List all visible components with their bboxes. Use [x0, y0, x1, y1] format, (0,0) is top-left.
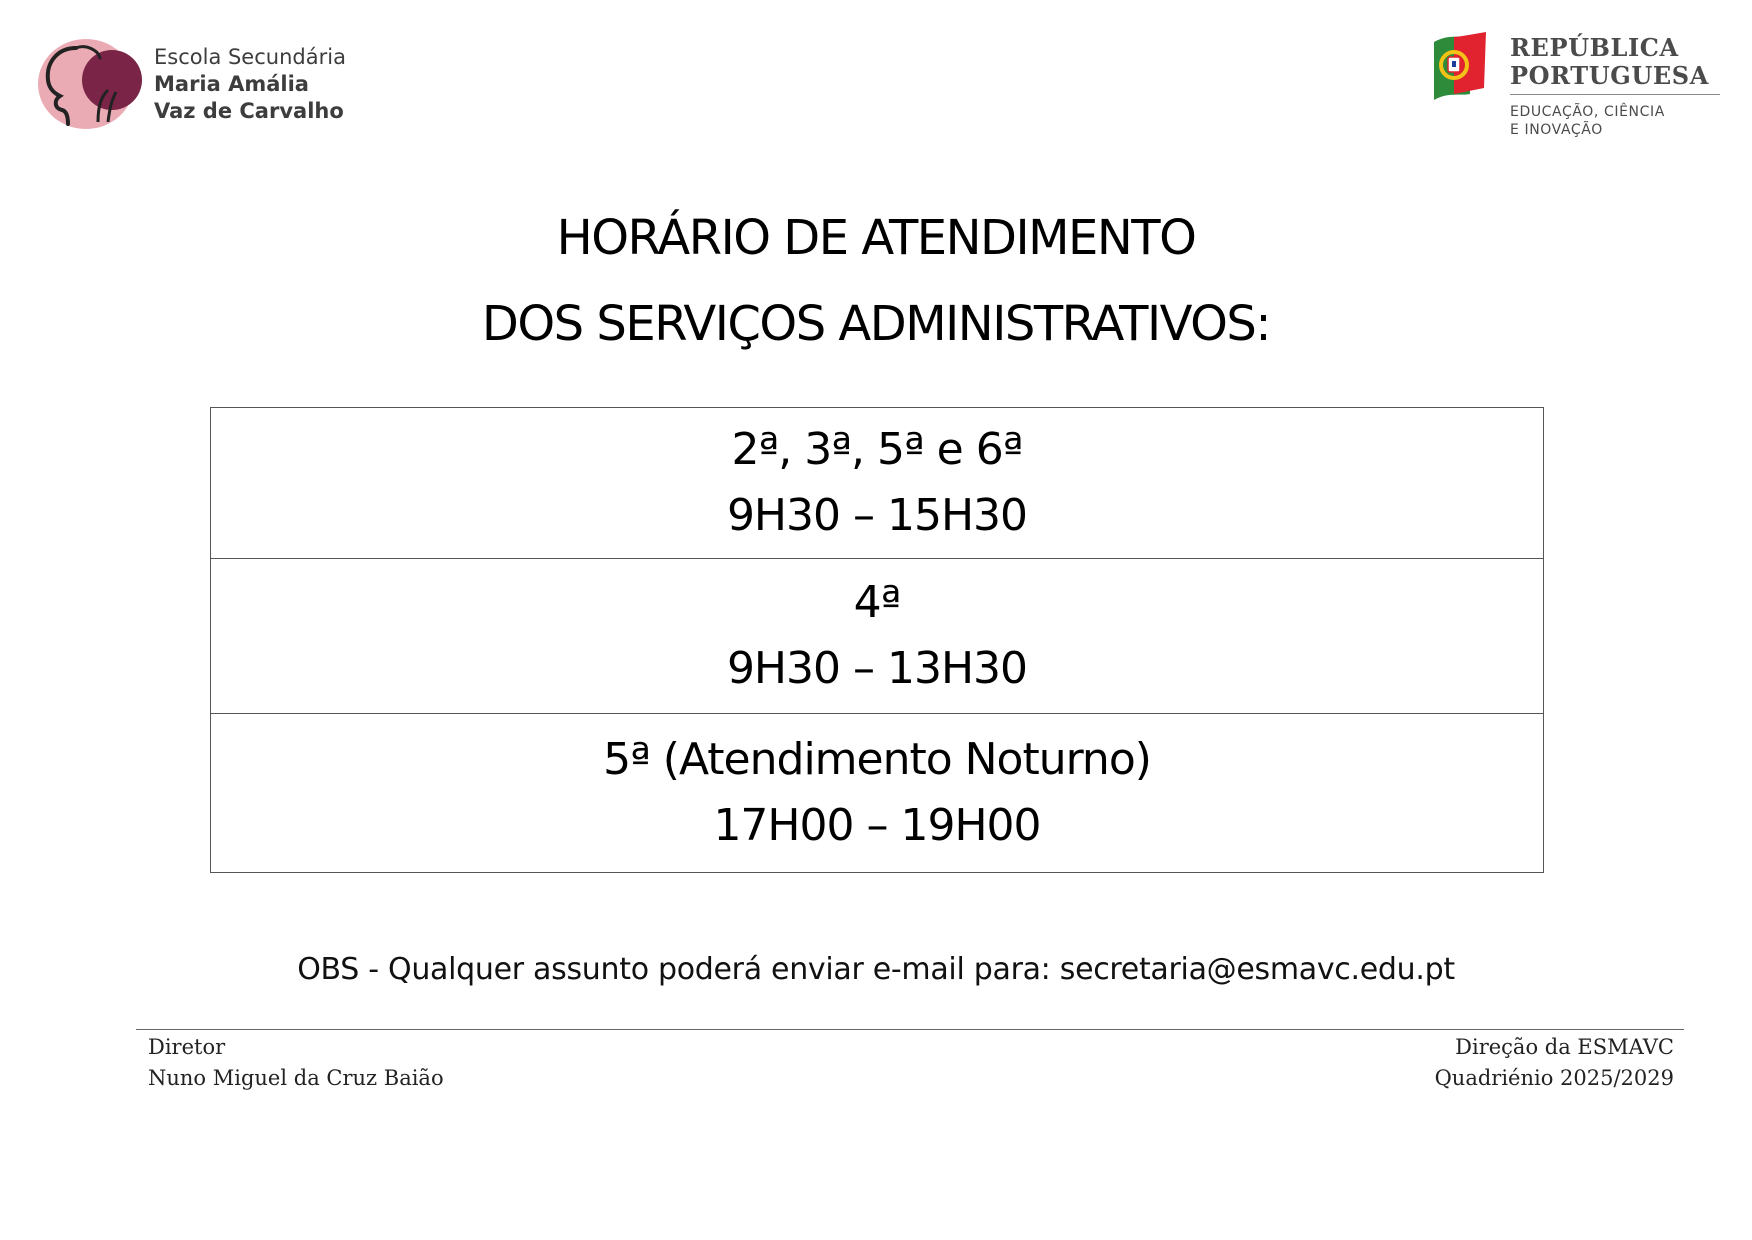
schedule-table: [210, 407, 1544, 873]
government-divider: [1510, 94, 1720, 95]
government-logo: [1430, 30, 1720, 150]
portuguese-flag-icon: [1430, 32, 1488, 102]
page-title: [0, 195, 1752, 367]
footer-role: Diretor: [148, 1035, 226, 1059]
school-name: [154, 44, 346, 125]
schedule-days: 4ª: [853, 577, 901, 628]
page-title-line1: HORÁRIO DE ATENDIMENTO: [556, 210, 1196, 266]
school-name-line3: Vaz de Carvalho: [154, 98, 344, 123]
school-name-line1: Escola Secundária: [154, 44, 346, 69]
government-subtitle-line1: EDUCAÇÃO, CIÊNCIA: [1510, 104, 1665, 120]
government-subtitle-line2: E INOVAÇÃO: [1510, 122, 1603, 138]
footer-direction-line1: Direção da ESMAVC: [1455, 1035, 1674, 1059]
schedule-hours: 9H30 – 15H30: [726, 490, 1028, 541]
footer-divider: [136, 1029, 1684, 1030]
schedule-row: [211, 714, 1543, 872]
observation-text: OBS - Qualquer assunto poderá enviar e-mail para:: [297, 952, 1060, 987]
school-tree-icon: [36, 34, 146, 134]
observation-note: [0, 950, 1752, 990]
footer-direction-line2: Quadriénio 2025/2029: [1434, 1066, 1674, 1090]
government-text: [1510, 34, 1720, 139]
schedule-hours: 9H30 – 13H30: [726, 643, 1028, 694]
footer-signature: [148, 1032, 444, 1094]
footer-direction: [1435, 1032, 1674, 1094]
government-title-line1: REPÚBLICA: [1510, 33, 1679, 62]
schedule-hours: 17H00 – 19H00: [713, 800, 1041, 851]
schedule-days: 5ª (Atendimento Noturno): [603, 734, 1151, 785]
schedule-row: [211, 408, 1543, 559]
page-title-line2: DOS SERVIÇOS ADMINISTRATIVOS:: [481, 296, 1271, 352]
schedule-row: [211, 559, 1543, 714]
footer-name: Nuno Miguel da Cruz Baião: [148, 1066, 444, 1090]
government-title-line2: PORTUGUESA: [1510, 61, 1709, 90]
school-logo: [36, 34, 346, 134]
school-name-line2: Maria Amália: [154, 71, 309, 96]
contact-email: secretaria@esmavc.edu.pt: [1059, 952, 1455, 987]
schedule-days: 2ª, 3ª, 5ª e 6ª: [731, 424, 1023, 475]
